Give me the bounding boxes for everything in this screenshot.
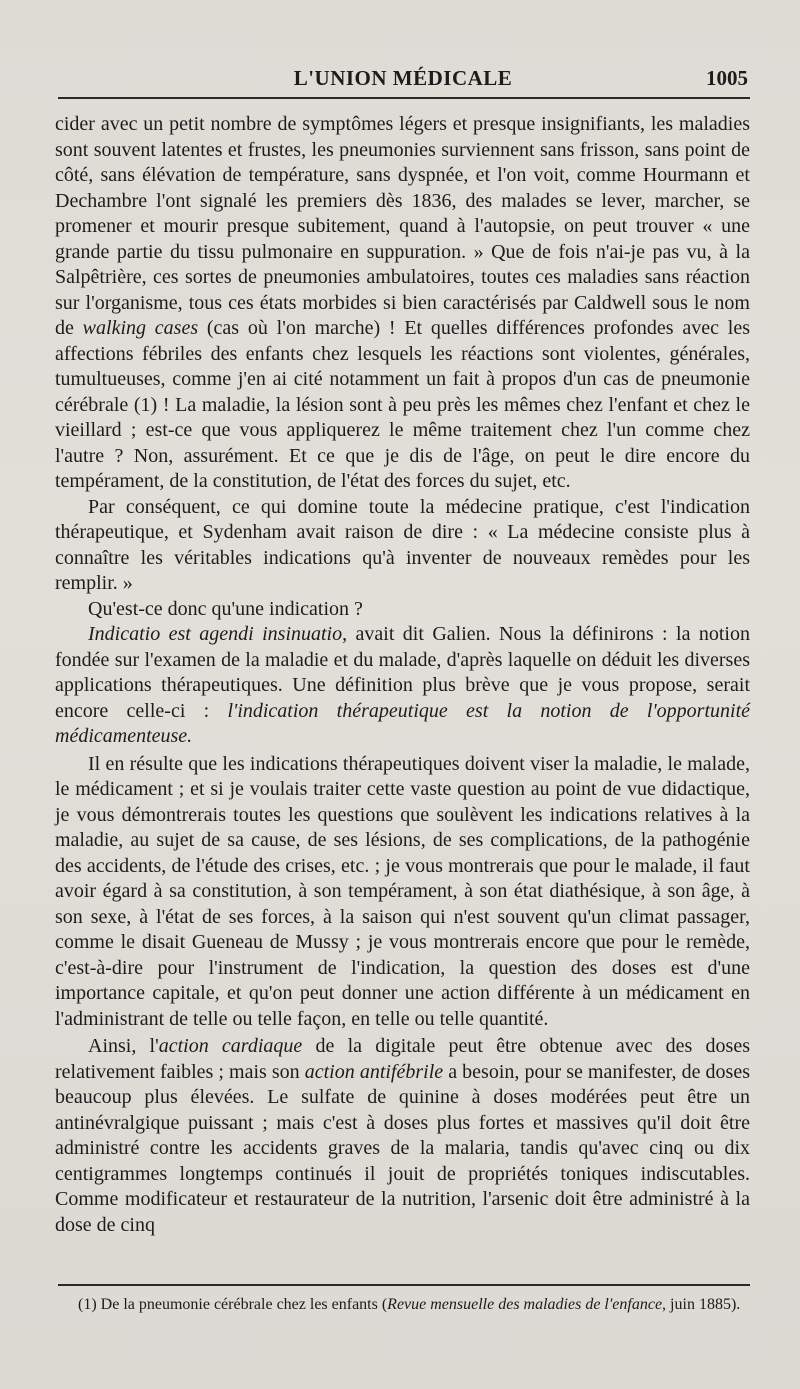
paragraph-1: cider avec un petit nombre de symptômes légers et presque insignifiants, les maladies sont souvent latentes et frustes, les pneumonies surviennent sans frisson, sans point de côté, sans élévation de température, sans dyspnée, et l'on voit, comme Hourmann et Dechambre l'ont signalé les premiers dès 1836, des malades se lever, marcher, se promener et mourir presque subitement, quand à l'autopsie, on peut trouver « une grande partie du tissu pulmonaire en suppuration. » Que de fois n'ai-je pas vu, à la Salpêtrière, ces sortes de pneumonies ambulatoires, toutes ces maladies sans réaction sur l'organisme, tous ces états morbides si bien caractérisés par Caldwell sous le nom de walking cases (cas où l'on marche) ! Et quelles différences profondes avec les affections fébriles des enfants chez lesquels les réactions sont violentes, générales, tumultueuses, comme j'en ai cité notamment un fait à propos d'un cas de pneumonie cérébrale (1) ! La maladie, la lésion sont à peu près les mêmes chez l'enfant et chez le vieillard ; est-ce que vous appliquerez le même traitement chez l'un comme chez l'autre ? Non, assurément. Et ce que je dis de l'âge, on peut le dire encore du tempérament, de la constitution, de l'état des forces du sujet, etc. [55,113,750,492]
running-title: L'UNION MÉDICALE [293,66,513,90]
paragraph-3: Qu'est-ce donc qu'une indication ? [88,597,363,620]
body-text [55,112,750,1238]
italic-walking-cases: walking cases [82,317,199,339]
header-rule [58,97,750,99]
paragraph-6: Ainsi, l'action cardiaque de la digitale peut être obtenue avec des doses relativement faibles ; mais son action antifébrile a besoin, pour se manifester, de doses beaucoup plus élevées. Le sulfate de quinine à doses modérées peut être un antinévralgique puissant ; mais c'est à doses plus fortes et massives qu'il doit être administré contre les accidents graves de la malaria, tandis qu'avec cinq ou dix centigrammes longtemps continués il jouit de propriétés toniques indiscutables. Comme modificateur et restaurateur de la nutrition, l'arsenic doit être administré à la dose de cinq [55,1035,751,1236]
paragraph-4: Indicatio est agendi insinuatio, avait dit Galien. Nous la définirons : la notion fondée sur l'examen de la maladie et du malade, d'après laquelle on déduit les diverses applications thérapeutiques. Une définition plus brève que je vous propose, serait encore celle-ci : l'indication thérapeutique est la notion de l'opportunité médicamenteuse. [55,623,751,747]
page-number: 1005 [706,66,748,90]
paragraph-2: Par conséquent, ce qui domine toute la médecine pratique, c'est l'indication thérapeutique, et Sydenham avait raison de dire : « La médecine consiste plus à connaître les véritables indications qu'à inventer de nouveaux remèdes pour les remplir. » [55,495,750,594]
paragraph-5: Il en résulte que les indications thérapeutiques doivent viser la maladie, le malade, le médicament ; et si je voulais traiter cette vaste question au point de vue didactique, je vous démontrerais toutes les questions que soulèvent les indications relatives à la maladie, au sujet de sa cause, de ses lésions, de ses complications, de la pathogénie des accidents, de l'étude des crises, etc. ; je vous montrerais que pour le malade, il faut avoir égard à sa constitution, à son tempérament, à son état diathésique, à son âge, à son sexe, à l'état de ses forces, à la saison qui n'est souvent qu'un climat passager, comme le disait Gueneau de Mussy ; je vous montrerais encore que pour le remède, c'est-à-dire pour l'instrument de l'indication, la question des doses est d'une importance capitale, et qu'on peut donner une action différente à un médicament en l'administrant de telle ou telle façon, en telle ou telle quantité. [55,752,750,1030]
footnote: (1) De la pneumonie cérébrale chez les enfants (Revue mensuelle des maladies de l'enfance, juin 1885). [78,1296,741,1313]
footnote-rule [58,1284,750,1286]
running-header [58,62,748,92]
